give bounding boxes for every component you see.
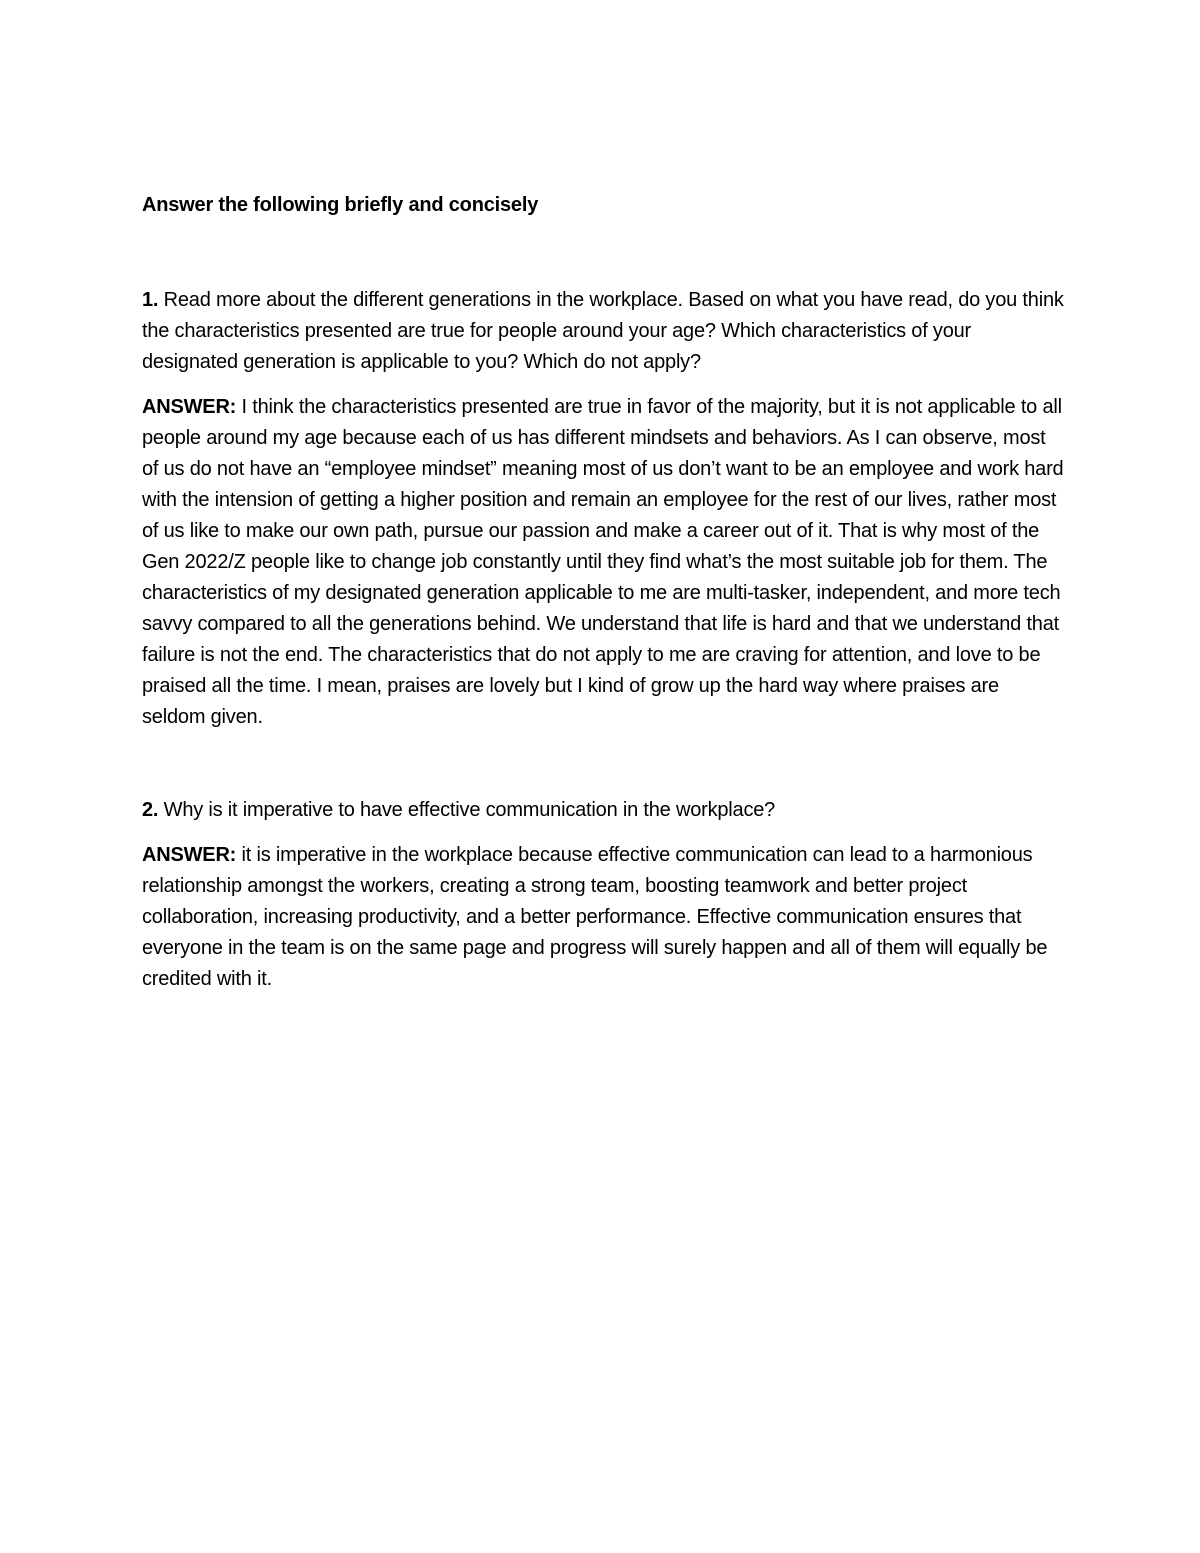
section-spacer xyxy=(142,733,1067,795)
question-1-text: Read more about the different generations in the workplace. Based on what you have read, do you think the characteristics presented are true for people around your age? Which characteristics of your designated generation is applicable to you? Which do not apply? xyxy=(142,289,1064,373)
question-2-number: 2. xyxy=(142,799,159,821)
document-heading: Answer the following briefly and concisely xyxy=(142,194,539,216)
question-1 xyxy=(142,285,1067,378)
answer-2-text: it is imperative in the workplace because effective communication can lead to a harmonious relationship amongst the workers, creating a strong team, boosting teamwork and better project collaboration, increasing productivity, and a better performance. Effective communication ensures that everyone in the team is on the same page and progress will surely happen and all of them will equally be credited with it. xyxy=(142,844,1048,990)
question-block-1 xyxy=(142,285,1067,733)
answer-1 xyxy=(142,392,1067,733)
document-body xyxy=(142,190,1067,995)
answer-1-label: ANSWER: xyxy=(142,396,237,418)
answer-2-label: ANSWER: xyxy=(142,844,237,866)
question-1-number: 1. xyxy=(142,289,159,311)
question-block-2 xyxy=(142,795,1067,995)
answer-2 xyxy=(142,840,1067,995)
question-2-text: Why is it imperative to have effective communication in the workplace? xyxy=(158,799,776,821)
question-2 xyxy=(142,795,1067,826)
answer-1-text: I think the characteristics presented are true in favor of the majority, but it is not applicable to all people around my age because each of us has different mindsets and behaviors. As I can observe, most of us do not have an “employee mindset” meaning most of us don’t want to be an employee and work hard with the intension of getting a higher position and remain an employee for the rest of our lives, rather most of us like to make our own path, pursue our passion and make a career out of it. That is why most of the Gen 2022/Z people like to change job constantly until they find what’s the most suitable job for them. The characteristics of my designated generation applicable to me are multi-tasker, independent, and more tech savvy compared to all the generations behind. We understand that life is hard and that we understand that failure is not the end. The characteristics that do not apply to me are craving for attention, and love to be praised all the time. I mean, praises are lovely but I kind of grow up the hard way where praises are seldom given. xyxy=(142,396,1064,728)
